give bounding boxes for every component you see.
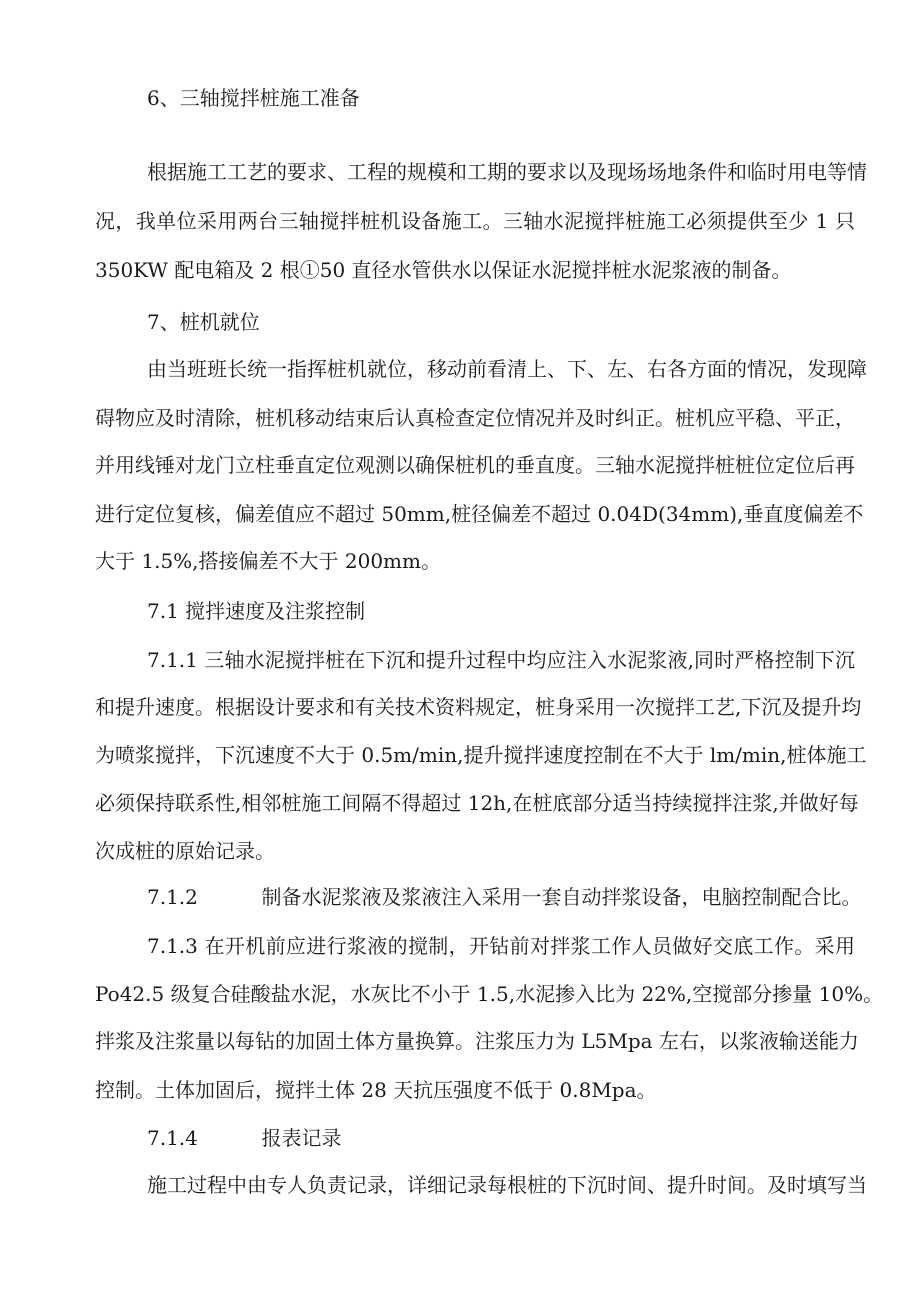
- sec713-line-3: 拌浆及注浆量以每钻的加固土体方量换算。注浆压力为 L5Mpa 左右，以浆液输送能力: [95, 1029, 859, 1053]
- section-7-heading: 7、桩机就位: [147, 310, 260, 334]
- sec6-line-3: 350KW 配电箱及 2 根①50 直径水管供水以保证水泥搅拌桩水泥浆液的制备。: [95, 258, 792, 282]
- section-7-1-4-heading: 7.1.4 报表记录: [147, 1126, 342, 1150]
- sec713-line-1: 7.1.3 在开机前应进行浆液的搅制，开钻前对拌浆工作人员做好交底工作。采用: [147, 934, 855, 958]
- sec711-line-4: 必须保持联系性,相邻桩施工间隔不得超过 12h,在桩底部分适当持续搅拌注浆,并做好每: [95, 791, 859, 815]
- section-6-heading: 6、三轴搅拌桩施工准备: [147, 86, 360, 110]
- sec6-line-2: 况，我单位采用两台三轴搅拌桩机设备施工。三轴水泥搅拌桩施工必须提供至少 1 只: [95, 209, 855, 233]
- sec7-line-5: 大于 1.5%,搭接偏差不大于 200mm。: [95, 549, 441, 573]
- section-7-1-heading: 7.1 搅拌速度及注浆控制: [147, 599, 366, 623]
- sec714-line-1: 施工过程中由专人负责记录，详细记录每根桩的下沉时间、提升时间。及时填写当: [147, 1173, 867, 1197]
- sec7-line-2: 碍物应及时清除，桩机移动结束后认真检查定位情况并及时纠正。桩机应平稳、平正，: [95, 406, 855, 430]
- sec7-line-3: 并用线锤对龙门立柱垂直定位观测以确保桩机的垂直度。三轴水泥搅拌桩桩位定位后再: [95, 453, 855, 477]
- sec711-line-3: 为喷浆搅拌，下沉速度不大于 0.5m/min,提升搅拌速度控制在不大于 lm/min,桩体施工: [95, 743, 867, 767]
- sec7-line-4: 进行定位复核，偏差值应不超过 50mm,桩径偏差不超过 0.04D(34mm),垂直度偏差不: [95, 502, 864, 526]
- sec711-line-5: 次成桩的原始记录。: [95, 839, 275, 863]
- sec711-line-2: 和提升速度。根据设计要求和有关技术资料规定，桩身采用一次搅拌工艺,下沉及提升均: [95, 695, 862, 719]
- sec712-line: 7.1.2 制备水泥浆液及浆液注入采用一套自动拌浆设备，电脑控制配合比。: [147, 885, 862, 909]
- sec6-line-1: 根据施工工艺的要求、工程的规模和工期的要求以及现场场地条件和临时用电等情: [147, 160, 867, 184]
- sec711-line-1: 7.1.1 三轴水泥搅拌桩在下沉和提升过程中均应注入水泥浆液,同时严格控制下沉: [147, 648, 855, 672]
- sec713-line-2: Po42.5 级复合硅酸盐水泥，水灰比不小于 1.5,水泥掺入比为 22%,空搅部分掺量 10%。: [95, 982, 884, 1006]
- sec7-line-1: 由当班班长统一指挥桩机就位，移动前看清上、下、左、右各方面的情况，发现障: [147, 357, 867, 381]
- sec713-line-4: 控制。土体加固后，搅拌土体 28 天抗压强度不低于 0.8Mpa。: [95, 1078, 657, 1102]
